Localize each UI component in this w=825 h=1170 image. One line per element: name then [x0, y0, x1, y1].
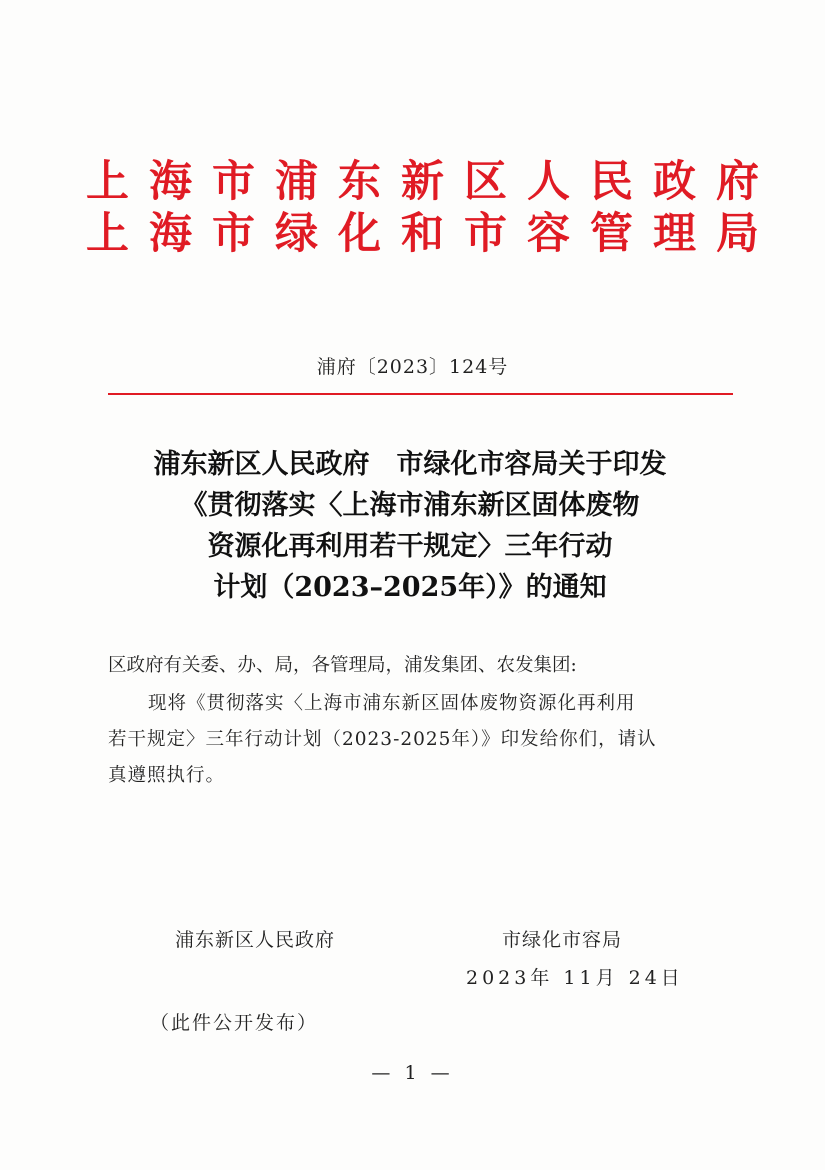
title-line-4: 计划（2023–2025年）》的通知 [213, 572, 607, 603]
body-line-1: 现将《贯彻落实〈上海市浦东新区固体废物资源化再利用 [148, 693, 636, 714]
issue-date: 2023年 11月 24日 [466, 967, 684, 989]
page-number: — 1 — [371, 1062, 454, 1084]
issuer-header-line-2: 上海市绿化和市容管理局 [86, 209, 779, 259]
body-paragraph [108, 686, 728, 794]
title-line-1: 浦东新区人民政府 市绿化市容局关于印发 [153, 449, 667, 480]
red-divider-line [108, 393, 733, 395]
issuer-header-line-1: 上海市浦东新区人民政府 [86, 157, 779, 207]
title-line-3: 资源化再利用若干规定〉三年行动 [207, 531, 613, 562]
body-line-2: 若干规定〉三年行动计划（2023-2025年）》印发给你们，请认 [108, 729, 657, 750]
signature-left: 浦东新区人民政府 [175, 929, 336, 951]
document-number: 浦府〔2023〕124号 [316, 356, 509, 378]
body-line-3: 真遵照执行。 [108, 765, 226, 786]
signature-right: 市绿化市容局 [502, 929, 623, 951]
title-line-2: 《贯彻落实〈上海市浦东新区固体废物 [180, 490, 640, 521]
document-title [60, 444, 760, 608]
public-release-note: （此件公开发布） [150, 1012, 319, 1034]
salutation: 区政府有关委、办、局，各管理局，浦发集团、农发集团: [108, 655, 577, 676]
